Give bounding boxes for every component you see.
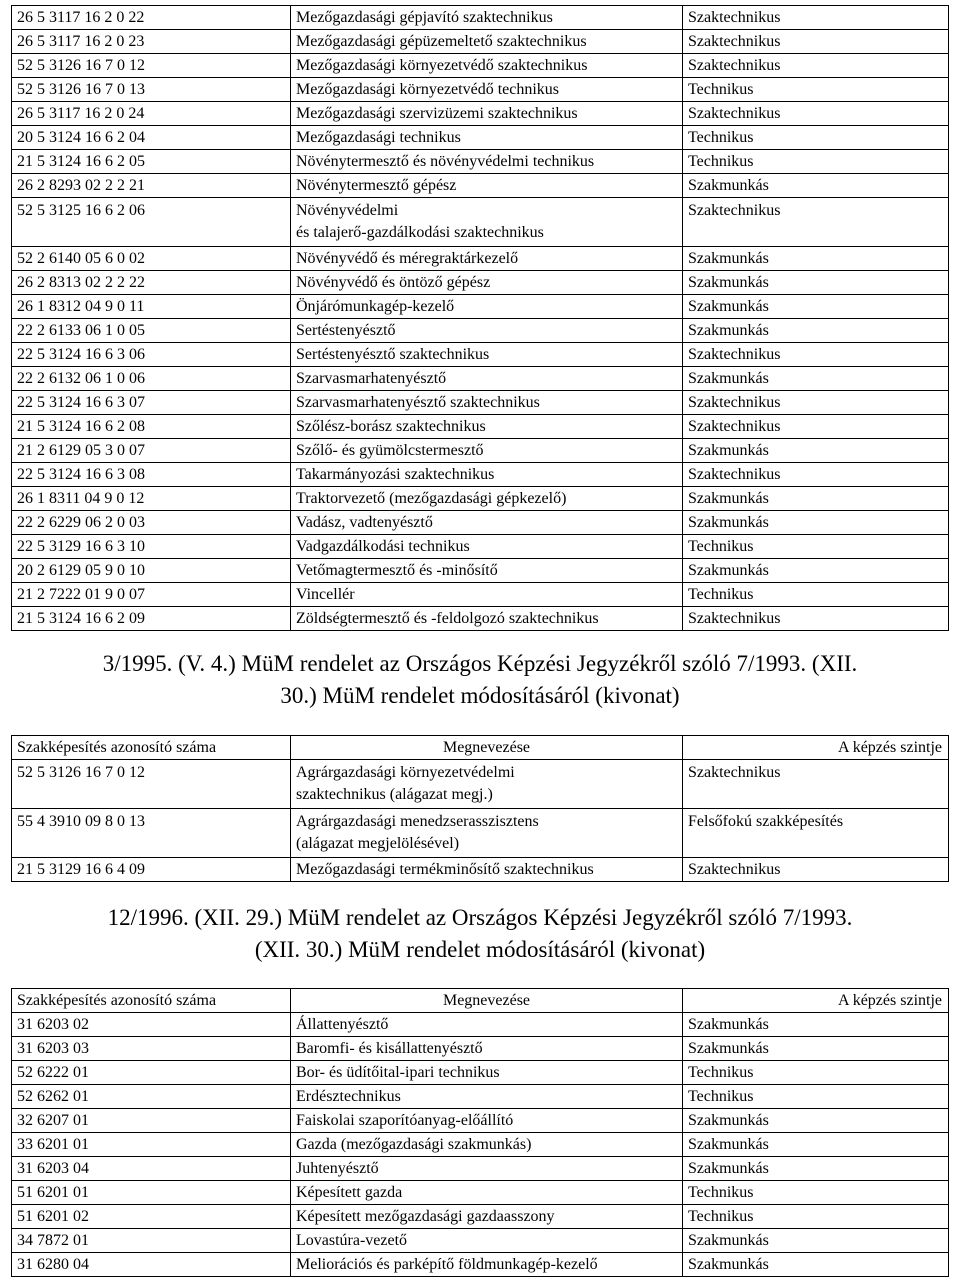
name-cell: Mezőgazdasági technikus [291, 126, 683, 150]
table-row [12, 1061, 949, 1085]
table-row [12, 30, 949, 54]
level-cell: Technikus [683, 1061, 949, 1085]
level-cell: Szakmunkás [683, 319, 949, 343]
level-cell: Szakmunkás [683, 559, 949, 583]
name-cell: Faiskolai szaporítóanyag-előállító [291, 1109, 683, 1133]
level-cell: Szakmunkás [683, 1109, 949, 1133]
table-row [12, 174, 949, 198]
level-cell: Szakmunkás [683, 1013, 949, 1037]
name-line-1: Növényvédelmi [296, 202, 399, 219]
level-cell: Szakmunkás [683, 295, 949, 319]
table-row [12, 1229, 949, 1253]
name-cell: Bor- és üdítőital-ipari technikus [291, 1061, 683, 1085]
col-header-name: Megnevezése [291, 736, 683, 760]
table-row [12, 487, 949, 511]
level-cell: Felsőfokú szakképesítés [683, 809, 949, 858]
level-cell: Szaktechnikus [683, 760, 949, 809]
code-cell: 26 5 3117 16 2 0 22 [12, 6, 291, 30]
level-cell: Szakmunkás [683, 1229, 949, 1253]
table-row [12, 535, 949, 559]
section-heading-12-1996 [0, 902, 960, 966]
name-cell: Szőlő- és gyümölcstermesztő [291, 439, 683, 463]
table-row [12, 809, 949, 858]
level-cell: Szakmunkás [683, 247, 949, 271]
heading-line-2: 30.) MüM rendelet módosításáról (kivonat) [280, 683, 680, 708]
table-row [12, 247, 949, 271]
table-row [12, 1253, 949, 1277]
name-cell: Növénytermesztő és növényvédelmi technikus [291, 150, 683, 174]
name-cell: Erdésztechnikus [291, 1085, 683, 1109]
level-cell: Technikus [683, 1205, 949, 1229]
level-cell: Technikus [683, 583, 949, 607]
level-cell: Szakmunkás [683, 271, 949, 295]
level-cell: Szaktechnikus [683, 858, 949, 882]
level-cell: Szakmunkás [683, 1133, 949, 1157]
code-cell: 22 5 3124 16 6 3 07 [12, 391, 291, 415]
table-row [12, 1181, 949, 1205]
name-cell [291, 809, 683, 858]
level-cell: Szakmunkás [683, 174, 949, 198]
level-cell: Technikus [683, 1181, 949, 1205]
code-cell: 51 6201 01 [12, 1181, 291, 1205]
name-cell: Vadász, vadtenyésztő [291, 511, 683, 535]
code-cell: 31 6203 04 [12, 1157, 291, 1181]
level-cell: Szaktechnikus [683, 607, 949, 631]
table-row [12, 1037, 949, 1061]
name-cell [291, 760, 683, 809]
heading-line-1: 3/1995. (V. 4.) MüM rendelet az Országos Képzési Jegyzékről szóló 7/1993. (XII. [102, 651, 858, 676]
name-cell: Szarvasmarhatenyésztő szaktechnikus [291, 391, 683, 415]
name-cell: Mezőgazdasági termékminősítő szaktechnikus [291, 858, 683, 882]
table-body [12, 760, 949, 882]
code-cell: 52 5 3126 16 7 0 13 [12, 78, 291, 102]
name-cell [291, 198, 683, 247]
code-cell: 31 6203 03 [12, 1037, 291, 1061]
level-cell: Technikus [683, 150, 949, 174]
name-cell: Növényvédő és méregraktárkezelő [291, 247, 683, 271]
table-row [12, 271, 949, 295]
name-cell: Szőlész-borász szaktechnikus [291, 415, 683, 439]
code-cell: 20 2 6129 05 9 0 10 [12, 559, 291, 583]
name-cell: Traktorvezető (mezőgazdasági gépkezelő) [291, 487, 683, 511]
table-row [12, 1085, 949, 1109]
table-row [12, 319, 949, 343]
code-cell: 33 6201 01 [12, 1133, 291, 1157]
level-cell: Szakmunkás [683, 511, 949, 535]
name-cell: Növénytermesztő gépész [291, 174, 683, 198]
table-header [12, 989, 949, 1013]
table-row [12, 295, 949, 319]
code-cell: 52 6262 01 [12, 1085, 291, 1109]
code-cell: 55 4 3910 09 8 0 13 [12, 809, 291, 858]
level-cell: Szakmunkás [683, 1157, 949, 1181]
code-cell: 22 2 6229 06 2 0 03 [12, 511, 291, 535]
level-cell: Szaktechnikus [683, 30, 949, 54]
table-row [12, 1157, 949, 1181]
code-cell: 22 5 3129 16 6 3 10 [12, 535, 291, 559]
table-row [12, 367, 949, 391]
table-row [12, 126, 949, 150]
table-row [12, 391, 949, 415]
name-cell: Vincellér [291, 583, 683, 607]
table-row [12, 54, 949, 78]
code-cell: 21 2 7222 01 9 0 07 [12, 583, 291, 607]
name-cell: Mezőgazdasági környezetvédő technikus [291, 78, 683, 102]
code-cell: 20 5 3124 16 6 2 04 [12, 126, 291, 150]
code-cell: 31 6280 04 [12, 1253, 291, 1277]
name-cell: Szarvasmarhatenyésztő [291, 367, 683, 391]
qualification-table-3-1995 [11, 735, 949, 882]
col-header-level: A képzés szintje [683, 736, 949, 760]
table-row [12, 463, 949, 487]
code-cell: 31 6203 02 [12, 1013, 291, 1037]
table-row [12, 415, 949, 439]
table-row [12, 439, 949, 463]
level-cell: Szakmunkás [683, 367, 949, 391]
name-cell: Képesített gazda [291, 1181, 683, 1205]
col-header-code: Szakképesítés azonosító száma [12, 736, 291, 760]
table-row [12, 583, 949, 607]
table-row [12, 6, 949, 30]
code-cell: 21 5 3124 16 6 2 05 [12, 150, 291, 174]
level-cell: Szakmunkás [683, 1253, 949, 1277]
level-cell: Szaktechnikus [683, 54, 949, 78]
table-row [12, 343, 949, 367]
name-cell: Sertéstenyésztő szaktechnikus [291, 343, 683, 367]
code-cell: 21 5 3124 16 6 2 09 [12, 607, 291, 631]
level-cell: Technikus [683, 1085, 949, 1109]
name-cell: Sertéstenyésztő [291, 319, 683, 343]
table-row [12, 198, 949, 247]
code-cell: 22 5 3124 16 6 3 08 [12, 463, 291, 487]
name-cell: Növényvédő és öntöző gépész [291, 271, 683, 295]
level-cell: Technikus [683, 535, 949, 559]
name-cell: Állattenyésztő [291, 1013, 683, 1037]
name-cell: Meliorációs és parképítő földmunkagép-kezelő [291, 1253, 683, 1277]
heading-line-1: 12/1996. (XII. 29.) MüM rendelet az Országos Képzési Jegyzékről szóló 7/1993. [107, 905, 853, 930]
qualification-table-12-1996 [11, 988, 949, 1277]
level-cell: Szaktechnikus [683, 415, 949, 439]
name-line-2: és talajerő-gazdálkodási szaktechnikus [296, 224, 544, 241]
name-cell: Mezőgazdasági környezetvédő szaktechnikus [291, 54, 683, 78]
table-row [12, 78, 949, 102]
code-cell: 34 7872 01 [12, 1229, 291, 1253]
table-row [12, 760, 949, 809]
code-cell: 26 2 8313 02 2 2 22 [12, 271, 291, 295]
table-header [12, 736, 949, 760]
heading-line-2: (XII. 30.) MüM rendelet módosításáról (kivonat) [254, 937, 706, 962]
code-cell: 52 6222 01 [12, 1061, 291, 1085]
table-row [12, 511, 949, 535]
table-row [12, 1205, 949, 1229]
level-cell: Szakmunkás [683, 487, 949, 511]
name-line-1: Agrárgazdasági környezetvédelmi [296, 764, 515, 781]
code-cell: 22 2 6133 06 1 0 05 [12, 319, 291, 343]
level-cell: Szaktechnikus [683, 6, 949, 30]
code-cell: 32 6207 01 [12, 1109, 291, 1133]
code-cell: 26 1 8311 04 9 0 12 [12, 487, 291, 511]
level-cell: Szaktechnikus [683, 198, 949, 247]
code-cell: 26 1 8312 04 9 0 11 [12, 295, 291, 319]
code-cell: 52 5 3126 16 7 0 12 [12, 760, 291, 809]
name-line-2: (alágazat megjelölésével) [296, 835, 460, 852]
code-cell: 26 5 3117 16 2 0 23 [12, 30, 291, 54]
code-cell: 52 5 3125 16 6 2 06 [12, 198, 291, 247]
level-cell: Technikus [683, 78, 949, 102]
qualification-table-top [11, 5, 949, 631]
name-cell: Mezőgazdasági gépüzemeltető szaktechnikus [291, 30, 683, 54]
code-cell: 52 5 3126 16 7 0 12 [12, 54, 291, 78]
table-row [12, 150, 949, 174]
level-cell: Szakmunkás [683, 439, 949, 463]
table-row [12, 102, 949, 126]
col-header-name: Megnevezése [291, 989, 683, 1013]
name-cell: Mezőgazdasági szervizüzemi szaktechnikus [291, 102, 683, 126]
table-body [12, 1013, 949, 1277]
table-row [12, 559, 949, 583]
name-cell: Vetőmagtermesztő és -minősítő [291, 559, 683, 583]
level-cell: Szaktechnikus [683, 343, 949, 367]
code-cell: 21 5 3124 16 6 2 08 [12, 415, 291, 439]
name-cell: Önjárómunkagép-kezelő [291, 295, 683, 319]
code-cell: 52 2 6140 05 6 0 02 [12, 247, 291, 271]
name-cell: Képesített mezőgazdasági gazdaasszony [291, 1205, 683, 1229]
section-heading-3-1995 [0, 648, 960, 712]
name-cell: Takarmányozási szaktechnikus [291, 463, 683, 487]
name-cell: Juhtenyésztő [291, 1157, 683, 1181]
level-cell: Technikus [683, 126, 949, 150]
header-row [12, 736, 949, 760]
level-cell: Szaktechnikus [683, 102, 949, 126]
name-line-2: szaktechnikus (alágazat megj.) [296, 786, 493, 803]
code-cell: 21 5 3129 16 6 4 09 [12, 858, 291, 882]
table-row [12, 1013, 949, 1037]
code-cell: 26 2 8293 02 2 2 21 [12, 174, 291, 198]
level-cell: Szaktechnikus [683, 391, 949, 415]
col-header-code: Szakképesítés azonosító száma [12, 989, 291, 1013]
header-row [12, 989, 949, 1013]
table-row [12, 1133, 949, 1157]
level-cell: Szaktechnikus [683, 463, 949, 487]
table-row [12, 858, 949, 882]
name-cell: Vadgazdálkodási technikus [291, 535, 683, 559]
col-header-level: A képzés szintje [683, 989, 949, 1013]
name-cell: Baromfi- és kisállattenyésztő [291, 1037, 683, 1061]
name-cell: Gazda (mezőgazdasági szakmunkás) [291, 1133, 683, 1157]
name-cell: Mezőgazdasági gépjavító szaktechnikus [291, 6, 683, 30]
name-cell: Lovastúra-vezető [291, 1229, 683, 1253]
table-row [12, 1109, 949, 1133]
code-cell: 51 6201 02 [12, 1205, 291, 1229]
name-cell: Zöldségtermesztő és -feldolgozó szaktechnikus [291, 607, 683, 631]
code-cell: 22 2 6132 06 1 0 06 [12, 367, 291, 391]
code-cell: 22 5 3124 16 6 3 06 [12, 343, 291, 367]
name-line-1: Agrárgazdasági menedzserasszisztens [296, 813, 539, 830]
table-body [12, 6, 949, 631]
code-cell: 26 5 3117 16 2 0 24 [12, 102, 291, 126]
code-cell: 21 2 6129 05 3 0 07 [12, 439, 291, 463]
table-row [12, 607, 949, 631]
level-cell: Szakmunkás [683, 1037, 949, 1061]
